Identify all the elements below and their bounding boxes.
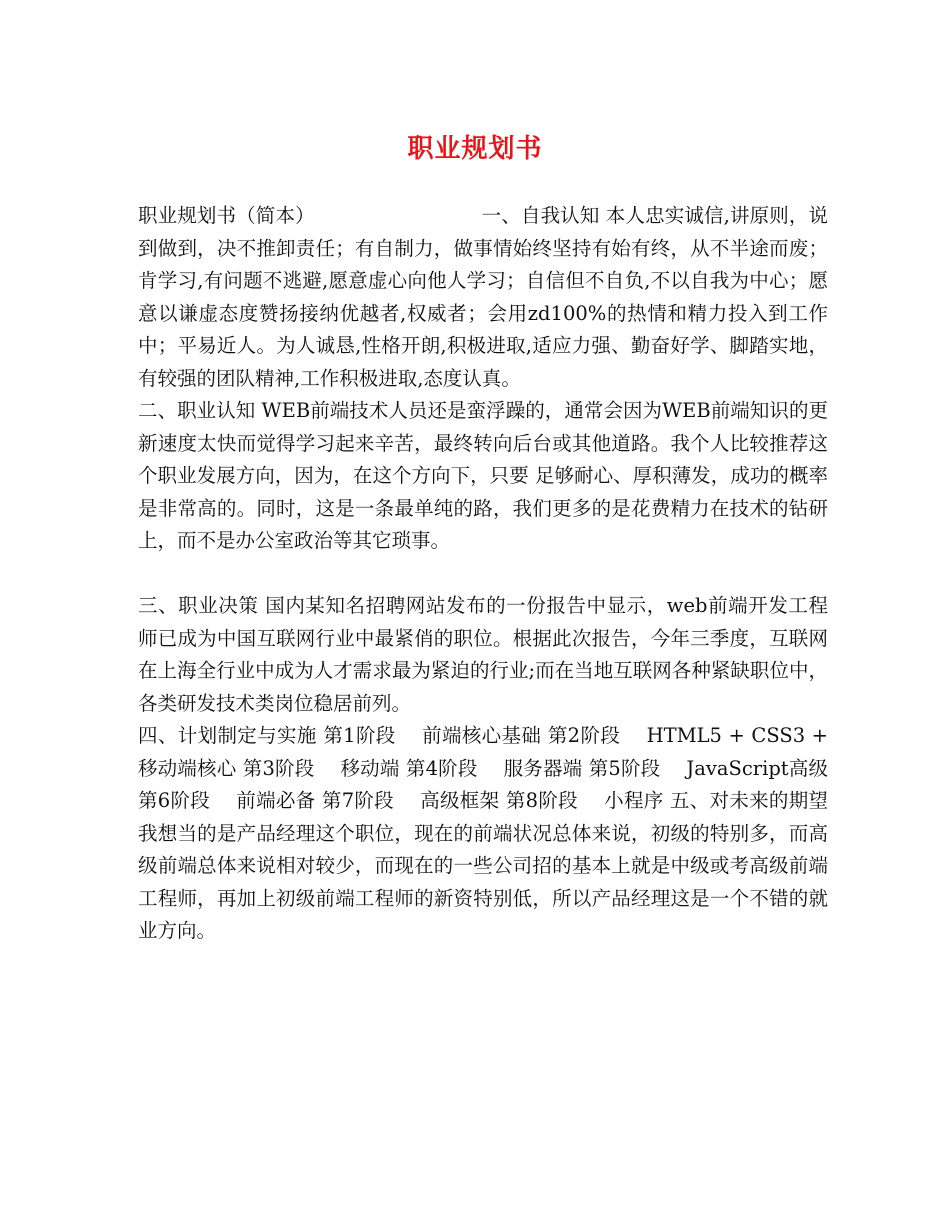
paragraph-spacer bbox=[138, 558, 828, 591]
paragraph-self-awareness: 职业规划书（简本） 一、自我认知 本人忠实诚信,讲原则，说到做到，决不推卸责任；有自制力，做事情始终坚持有始有终，从不半途而废；肯学习,有问题不逃避,愿意虚心向他人学习；自信但不自负,不以自我为中心；愿意以谦虚态度赞扬接纳优越者,权威者；会用zd100%的热情和精力投入到工作中；平易近人。为人诚恳,性格开朗,积极进取,适应力强、勤奋好学、脚踏实地，有较强的团队精神,工作积极进取,态度认真。 bbox=[138, 204, 828, 390]
paragraph-career-decision: 三、职业决策 国内某知名招聘网站发布的一份报告中显示，web前端开发工程师已成为中国互联网行业中最紧俏的职位。根据此次报告，今年三季度，互联网在上海全行业中成为人才需求最为紧迫的行业;而在当地互联网各种紧缺职位中，各类研发技术类岗位稳居前列。 bbox=[138, 594, 828, 715]
paragraph-career-awareness: 二、职业认知 WEB前端技术人员还是蛮浮躁的，通常会因为WEB前端知识的更新速度太快而觉得学习起来辛苦，最终转向后台或其他道路。我个人比较推荐这个职业发展方向，因为，在这个方向下，只要 足够耐心、厚积薄发，成功的概率是非常高的。同时，这是一条最单纯的路，我们更多的是花费精力在技术的钻研上，而不是办公室政治等其它琐事。 bbox=[138, 399, 828, 552]
document-title: 职业规划书 bbox=[407, 134, 543, 164]
paragraph-plan-and-expectation: 四、计划制定与实施 第1阶段 前端核心基础 第2阶段 HTML5 + CSS3 + 移动端核心 第3阶段 移动端 第4阶段 服务器端 第5阶段 JavaScript高级 第6阶段 前端必备 第7阶段 高级框架 第8阶段 小程序 五、对未来的期望 我想当的是产品经理这个职位，现在的前端状况总体来说，初级的特别多，而高级前端总体来说相对较少，而现在的一些公司招的基本上就是中级或考高级前端工程师，再加上初级前端工程师的新资特别低，所以产品经理这是一个不错的就业方向。 bbox=[138, 724, 828, 942]
document-body bbox=[138, 200, 828, 948]
